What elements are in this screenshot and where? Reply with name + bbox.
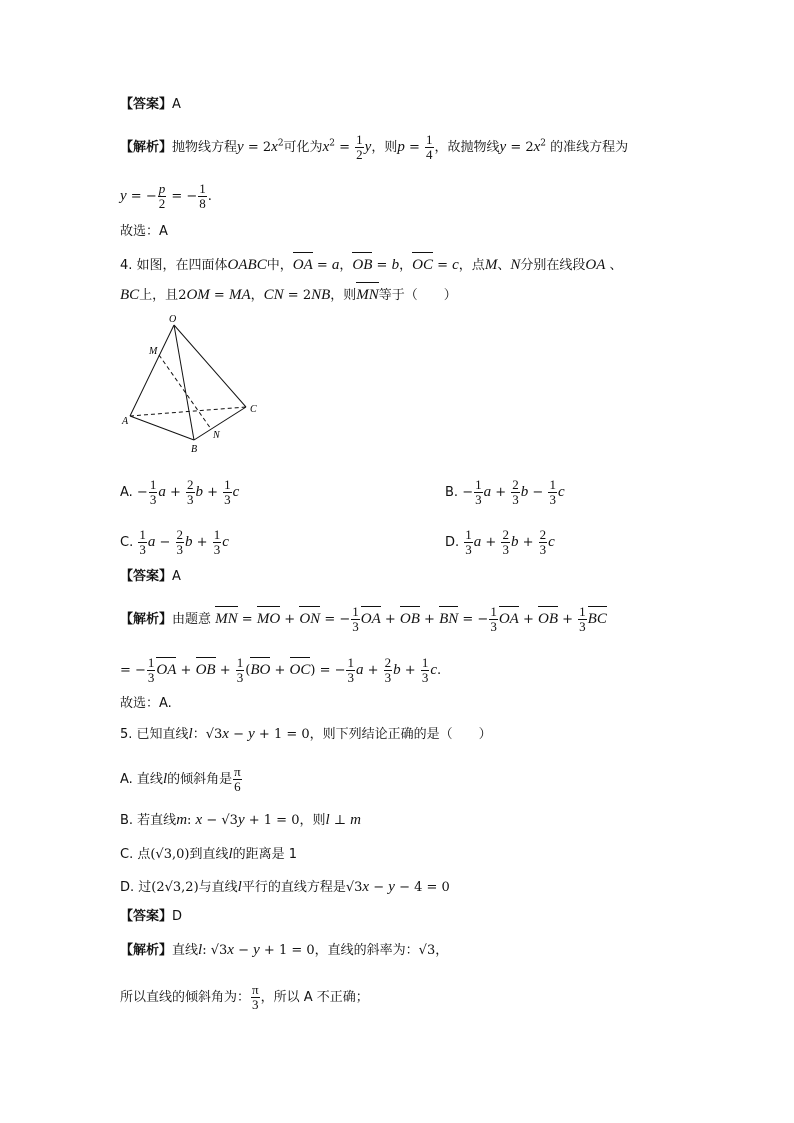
q4-answer: 【答案】A	[120, 569, 181, 584]
label-c: C	[250, 404, 257, 415]
answer-value: A	[172, 97, 181, 112]
label-n: N	[213, 430, 220, 441]
q3-analysis: 【解析】抛物线方程$y = 2x^2$可化为$x^2$ = $\frac{1}{2}$ y，则p = $\frac{1}{4}$ ，故抛物线$y = 2x^2$ 的准线方程为	[120, 132, 629, 162]
label-o: O	[169, 314, 177, 325]
q5-analysis-line2: 所以直线的倾斜角为： $\frac{\pi}{3}$ ，所以 A 不正确；	[120, 982, 369, 1012]
q4-conclusion: 故选：A.	[120, 696, 172, 711]
answer-label: 【答案】	[120, 97, 173, 112]
q4-option-b: B. − $\frac{1}{3}$ a + $\frac{2}{3}$ b − $\frac{1}{3}$ c	[445, 477, 565, 507]
q5-option-c: C. 点(√3,0)到直线l的距离是 1	[120, 846, 298, 862]
label-m: M	[149, 346, 158, 357]
q5-answer: 【答案】D	[120, 909, 183, 924]
analysis-label: 【解析】	[120, 140, 173, 155]
q4-stem-line2: BC上，且2OM = MA，CN = 2NB，则MN等于（ ）	[120, 287, 457, 303]
q5-option-d: D. 过(2√3,2)与直线l平行的直线方程是√3x − y − 4 = 0	[120, 879, 450, 895]
q3-directrix: y = − $\frac{p}{2}$ = − $\frac{1}{8}$ .	[120, 181, 212, 211]
q5-option-b: B. 若直线m: x − √3y + 1 = 0，则l ⊥ m	[120, 812, 361, 828]
q3-conclusion: 故选：A	[120, 224, 168, 239]
equation: y	[237, 139, 244, 155]
q4-stem-line1: 4. 如图，在四面体OABC中，OA = a，OB = b，OC = c，点M、N分别在线段OA 、	[120, 257, 623, 273]
label-b: B	[191, 444, 198, 455]
q5-analysis-line1: 【解析】直线l: √3x − y + 1 = 0，直线的斜率为：√3，	[120, 942, 449, 958]
q5-option-a: A. 直线l的倾斜角是 $\frac{\pi}{6}$	[120, 764, 241, 794]
fraction: $\frac{1}{2}$	[356, 132, 363, 162]
q4-analysis-line2: = − $\frac{1}{3}$ OA + OB + $\frac{1}{3}$ (BO + OC) = − $\frac{1}{3}$ a + $\frac{2}{3}$ b + $\frac{1}{3}$ c.	[120, 655, 442, 685]
tetrahedron-figure	[118, 312, 268, 457]
label-a: A	[122, 416, 129, 427]
q4-option-c: C. $\frac{1}{3}$ a − $\frac{2}{3}$ b + $\frac{1}{3}$ c	[120, 527, 229, 557]
q5-stem: 5. 已知直线l：√3x − y + 1 = 0，则下列结论正确的是（ ）	[120, 726, 492, 742]
q4-option-a: A. − $\frac{1}{3}$ a + $\frac{2}{3}$ b + $\frac{1}{3}$ c	[120, 477, 240, 507]
q3-answer	[120, 95, 181, 115]
q4-analysis-line1: 【解析】由题意 MN = MO + ON = − $\frac{1}{3}$ OA + OB + BN = − $\frac{1}{3}$ OA + OB + $\frac{1}{3}$ BC	[120, 604, 607, 634]
q4-option-d: D. $\frac{1}{3}$ a + $\frac{2}{3}$ b + $\frac{2}{3}$ c	[445, 527, 555, 557]
